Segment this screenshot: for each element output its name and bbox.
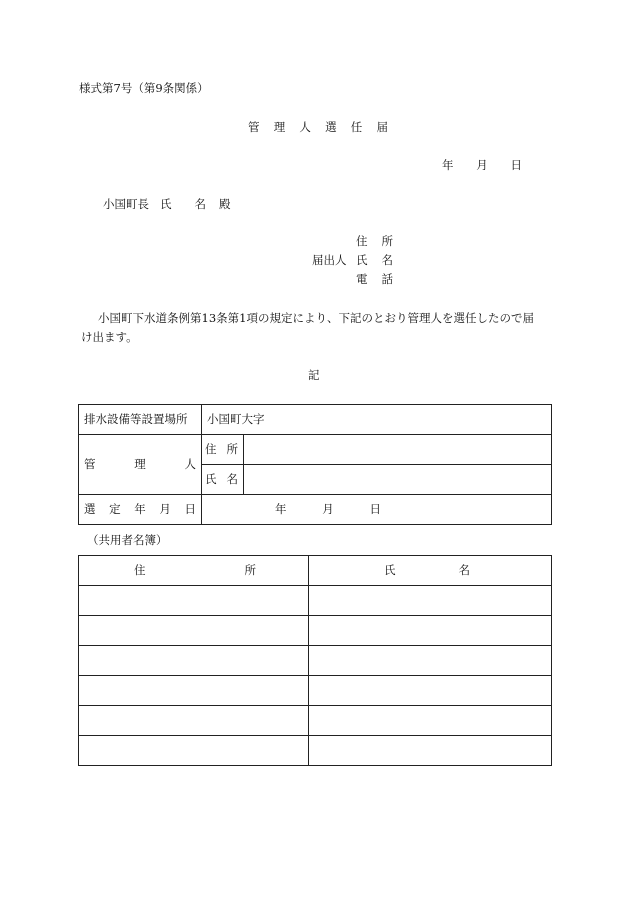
body-text-line-1: 小国町下水道条例第13条第1項の規定により、下記のとおり管理人を選任したので届 bbox=[98, 311, 534, 325]
applicant-name-label: 氏 名 bbox=[356, 253, 393, 267]
filing-date bbox=[442, 160, 522, 172]
date-day-label: 日 bbox=[510, 158, 522, 172]
shared-row bbox=[79, 616, 552, 646]
manager-address-label: 住 所 bbox=[202, 435, 244, 465]
selection-date-field[interactable] bbox=[202, 495, 552, 525]
shared-name-cell[interactable] bbox=[309, 706, 552, 736]
location-value: 小国町大字 bbox=[202, 405, 552, 435]
manager-table bbox=[78, 404, 552, 525]
shared-row bbox=[79, 676, 552, 706]
shared-name-cell[interactable] bbox=[309, 646, 552, 676]
manager-name-field[interactable] bbox=[244, 465, 552, 495]
shared-name-cell[interactable] bbox=[309, 676, 552, 706]
shared-address-cell[interactable] bbox=[79, 736, 309, 766]
title-char: 人 bbox=[299, 120, 311, 134]
shared-address-cell[interactable] bbox=[79, 586, 309, 616]
applicant-group-label: 届出人 bbox=[312, 253, 347, 267]
shared-address-cell[interactable] bbox=[79, 646, 309, 676]
title-char: 選 bbox=[325, 120, 337, 134]
addressee-town: 小国町長 bbox=[103, 197, 149, 211]
manager-label: 管 理 人 bbox=[79, 435, 202, 495]
form-title bbox=[248, 122, 388, 134]
selection-year-label: 年 bbox=[275, 501, 287, 516]
shared-address-cell[interactable] bbox=[79, 616, 309, 646]
shared-address-header: 住 所 bbox=[79, 556, 309, 586]
shared-users-caption: （共用者名簿） bbox=[87, 533, 168, 547]
shared-row bbox=[79, 706, 552, 736]
shared-row bbox=[79, 646, 552, 676]
title-char: 理 bbox=[273, 120, 286, 134]
ki-heading: 記 bbox=[308, 368, 320, 382]
shared-row bbox=[79, 586, 552, 616]
shared-address-cell[interactable] bbox=[79, 676, 309, 706]
shared-address-cell[interactable] bbox=[79, 706, 309, 736]
selection-month-label: 月 bbox=[322, 501, 334, 516]
selection-date-label: 選 定 年 月 日 bbox=[79, 495, 202, 525]
shared-name-cell[interactable] bbox=[309, 586, 552, 616]
form-number: 様式第7号（第9条関係） bbox=[79, 81, 209, 95]
shared-row bbox=[79, 736, 552, 766]
shared-users-table bbox=[78, 555, 552, 766]
shared-name-cell[interactable] bbox=[309, 616, 552, 646]
manager-name-label: 氏 名 bbox=[202, 465, 244, 495]
addressee-name-char: 氏 bbox=[160, 197, 172, 211]
manager-address-field[interactable] bbox=[244, 435, 552, 465]
location-label: 排水設備等設置場所 bbox=[79, 405, 202, 435]
applicant-address-label: 住 所 bbox=[356, 234, 393, 248]
body-text-line-2: け出ます。 bbox=[81, 330, 138, 344]
title-char: 任 bbox=[350, 120, 363, 134]
date-year-label: 年 bbox=[442, 158, 454, 172]
applicant-phone-label: 電 話 bbox=[356, 272, 393, 286]
date-month-label: 月 bbox=[476, 158, 488, 172]
addressee-honorific: 殿 bbox=[219, 197, 231, 211]
title-char: 管 bbox=[248, 120, 260, 134]
title-char: 届 bbox=[376, 120, 388, 134]
selection-day-label: 日 bbox=[369, 501, 381, 516]
addressee-name bbox=[160, 199, 206, 211]
shared-name-header: 氏 名 bbox=[309, 556, 552, 586]
addressee-name-char: 名 bbox=[194, 197, 206, 211]
shared-name-cell[interactable] bbox=[309, 736, 552, 766]
